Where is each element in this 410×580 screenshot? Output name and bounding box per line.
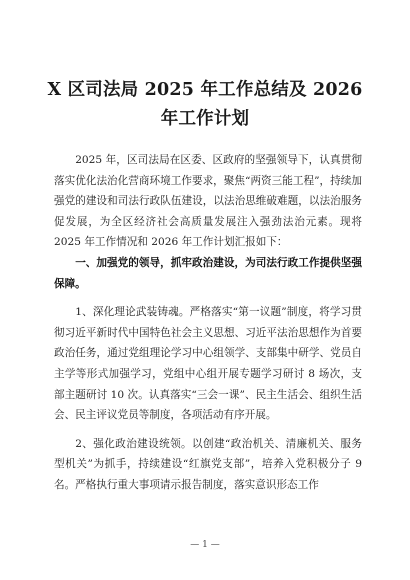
intro-paragraph: 2025 年，区司法局在区委、区政府的坚强领导下，认真贯彻落实优化法治化营商环境工作要求，聚焦“两资三能工程”，持续加强党的建设和司法行政队伍建设，以法治思维破难题，以法治服务促发展，为全区经济社会高质量发展注入强劲法治元素。现将 2025 年工作情况和 2026 年工作计划汇报如下： [54, 154, 362, 249]
document-title: X 区司法局 2025 年工作总结及 2026 年工作计划 [47, 80, 363, 129]
item-paragraph-2: 2、强化政治建设统领。以创建“政治机关、清廉机关、服务型机关”为抓手，持续建设“红旗党支部”，培养入党积极分子 9 名。严格执行重大事项请示报告制度，落实意识形态工作 [54, 437, 362, 491]
item-paragraph-1: 1、深化理论武装铸魂。严格落实“第一议题”制度，将学习贯彻习近平新时代中国特色社会主义思想、习近平法治思想作为首要政治任务，通过党组理论学习中心组领学、支部集中研学、党员自主学等形式加强学习，党组中心组开展专题学习研讨 8 场次，支部主题研讨 10 次。认真落实“三会一课”、民主生活会、组织生活会、民主评议党员等制度，各项活动有序开展。 [54, 306, 362, 422]
document-body [54, 150, 362, 496]
page-number: — 1 — [190, 540, 220, 550]
section-heading: 一、加强党的领导，抓牢政治建设，为司法行政工作提供坚强保障。 [54, 256, 362, 290]
